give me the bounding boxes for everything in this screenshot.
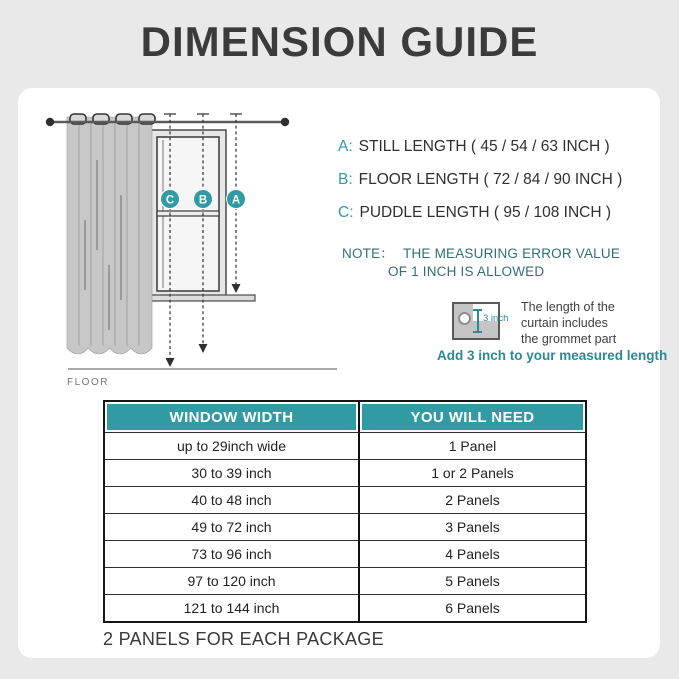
length-a-prefix: A:	[338, 138, 353, 155]
grommet-measure-label: 3 inch	[483, 313, 509, 324]
table-row: 49 to 72 inch	[105, 513, 358, 540]
note-text-1: THE MEASURING ERROR VALUE	[403, 246, 621, 261]
table-header-you-will-need: YOU WILL NEED	[358, 402, 585, 432]
length-c-prefix: C:	[338, 204, 354, 221]
window	[150, 130, 226, 298]
length-b-text: FLOOR LENGTH ( 72 / 84 / 90 INCH )	[358, 171, 623, 188]
badge-b: B	[198, 194, 208, 207]
badge-c: C	[165, 194, 175, 207]
note-prefix: NOTE：	[342, 246, 395, 261]
length-a-text: STILL LENGTH ( 45 / 54 / 63 INCH )	[358, 138, 610, 155]
grommet-ring	[458, 312, 471, 325]
table-row: 1 or 2 Panels	[358, 459, 585, 486]
table-row: 3 Panels	[358, 513, 585, 540]
table-row: up to 29inch wide	[105, 432, 358, 459]
grommet-tip: Add 3 inch to your measured length	[437, 348, 668, 363]
floor-label: FLOOR	[67, 377, 109, 388]
table-row: 4 Panels	[358, 540, 585, 567]
guide-card	[18, 88, 668, 658]
badge-a: A	[231, 194, 241, 207]
length-b-prefix: B:	[338, 171, 353, 188]
page-title: DIMENSION GUIDE	[140, 18, 539, 65]
table-row: 1 Panel	[358, 432, 585, 459]
table-row: 30 to 39 inch	[105, 459, 358, 486]
panels-table	[103, 400, 587, 623]
note-text-2: OF 1 INCH IS ALLOWED	[388, 264, 545, 279]
note-line-1	[342, 242, 620, 262]
table-row: 73 to 96 inch	[105, 540, 358, 567]
grommet-description: The length of the curtain includes the grommet part	[521, 300, 617, 346]
table-row: 6 Panels	[358, 594, 585, 621]
table-row: 5 Panels	[358, 567, 585, 594]
table-row: 40 to 48 inch	[105, 486, 358, 513]
length-line-a	[338, 138, 610, 156]
length-line-b	[338, 171, 622, 189]
length-c-text: PUDDLE LENGTH ( 95 / 108 INCH )	[359, 204, 612, 221]
length-line-c	[338, 204, 611, 222]
curtain	[67, 114, 155, 354]
table-row: 2 Panels	[358, 486, 585, 513]
footer-note: 2 PANELS FOR EACH PACKAGE	[103, 629, 384, 649]
table-row: 121 to 144 inch	[105, 594, 358, 621]
dimension-diagram	[40, 100, 340, 390]
note-line-2	[388, 264, 544, 279]
grommet-icon	[452, 302, 509, 340]
table-row: 97 to 120 inch	[105, 567, 358, 594]
measure-badges	[161, 190, 246, 209]
window-sill	[145, 295, 255, 301]
measure-ibeam-icon	[473, 309, 482, 333]
table-header-window-width: WINDOW WIDTH	[105, 402, 358, 432]
